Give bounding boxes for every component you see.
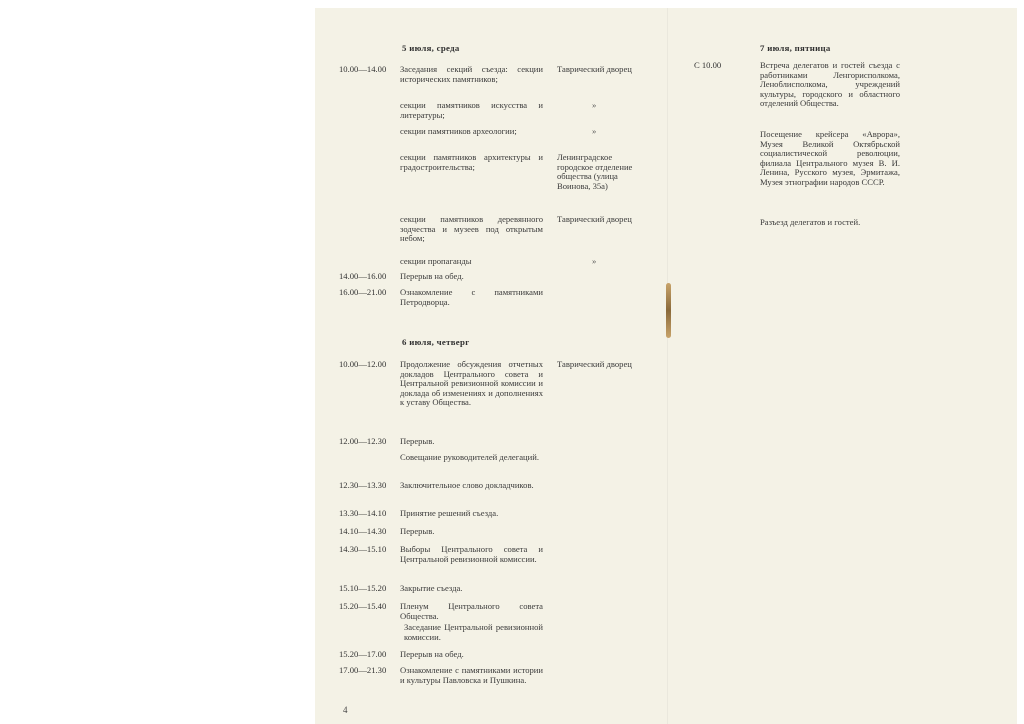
time-range: 15.10—15.20 (339, 583, 387, 593)
time-range: С 10.00 (694, 60, 722, 70)
event-description: Принятие решений съезда. (400, 508, 499, 518)
ditto-mark: » (592, 256, 597, 266)
time-range: 14.30—15.10 (339, 544, 387, 554)
event-description: Закрытие съезда. (400, 583, 463, 593)
time-range: 15.20—17.00 (339, 649, 387, 659)
event-description: Разъезд делегатов и гостей. (760, 217, 861, 227)
event-description: Ознакомление с памятниками истории и культуры Павловска и Пушкина. (400, 665, 543, 685)
event-description: секции памятников архитектуры и градостроительства; (400, 152, 543, 172)
event-description: Перерыв. (400, 526, 435, 536)
event-description: секции памятников деревянного зодчества и музеев под открытым небом; (400, 214, 543, 244)
event-description: Заключительное слово докладчиков. (400, 480, 534, 490)
time-range: 12.30—13.30 (339, 480, 387, 490)
time-range: 10.00—12.00 (339, 359, 387, 369)
event-description: Пленум Центрального совета Общества. (400, 601, 543, 621)
event-description: Ознакомление с памятниками Петродворца. (400, 287, 543, 307)
event-description: Совещание руководителей делегаций. (400, 452, 539, 462)
time-range: 15.20—15.40 (339, 601, 387, 611)
event-location: Таврический дворец (557, 64, 632, 74)
time-range: 12.00—12.30 (339, 436, 387, 446)
time-range: 10.00—14.00 (339, 64, 387, 74)
event-location: Таврический дворец (557, 359, 632, 369)
event-description: Выборы Центрального совета и Центральной ревизионной комиссии. (400, 544, 543, 564)
event-description: секции памятников археологии; (400, 126, 517, 136)
event-description: Посещение крейсера «Аврора», Музея Великой Октябрьской социалистической революции, филиала Центрального музея В. И. Ленина, Русского музея, Эрмитажа, Музея этнографии народов СССР. (760, 129, 900, 187)
time-range: 13.30—14.10 (339, 508, 387, 518)
event-description: Заседания секций съезда: секции исторических памятников; (400, 64, 543, 84)
day-heading: 5 июля, среда (402, 43, 460, 53)
day-heading: 6 июля, четверг (402, 337, 470, 347)
page-number: 4 (343, 705, 348, 715)
day-heading: 7 июля, пятница (760, 43, 831, 53)
event-description: Встреча делегатов и гостей съезда с работниками Ленгорисполкома, Леноблисполкома, учреждений культуры, городского и областного отделений Общества. (760, 60, 900, 109)
ditto-mark: » (592, 126, 597, 136)
event-location: Ленинградское городское отделение общества (улица Воинова, 35а) (557, 152, 633, 191)
event-description: секции пропаганды (400, 256, 472, 266)
page-fold (667, 8, 668, 724)
time-range: 14.10—14.30 (339, 526, 387, 536)
event-description: Продолжение обсуждения отчетных докладов Центрального совета и Центральной ревизионной комиссии и доклада об изменениях и дополнениях к уставу Общества. (400, 359, 543, 408)
event-description: Перерыв на обед. (400, 649, 464, 659)
event-description: Перерыв. (400, 436, 435, 446)
time-range: 16.00—21.00 (339, 287, 387, 297)
event-description: Перерыв на обед. (400, 271, 464, 281)
event-location: Таврический дворец (557, 214, 632, 224)
time-range: 14.00—16.00 (339, 271, 387, 281)
event-description: Заседание Центральной ревизионной комиссии. (404, 622, 543, 642)
time-range: 17.00—21.30 (339, 665, 387, 675)
paper-clip-mark (666, 283, 671, 338)
ditto-mark: » (592, 100, 597, 110)
event-description: секции памятников искусства и литературы; (400, 100, 543, 120)
